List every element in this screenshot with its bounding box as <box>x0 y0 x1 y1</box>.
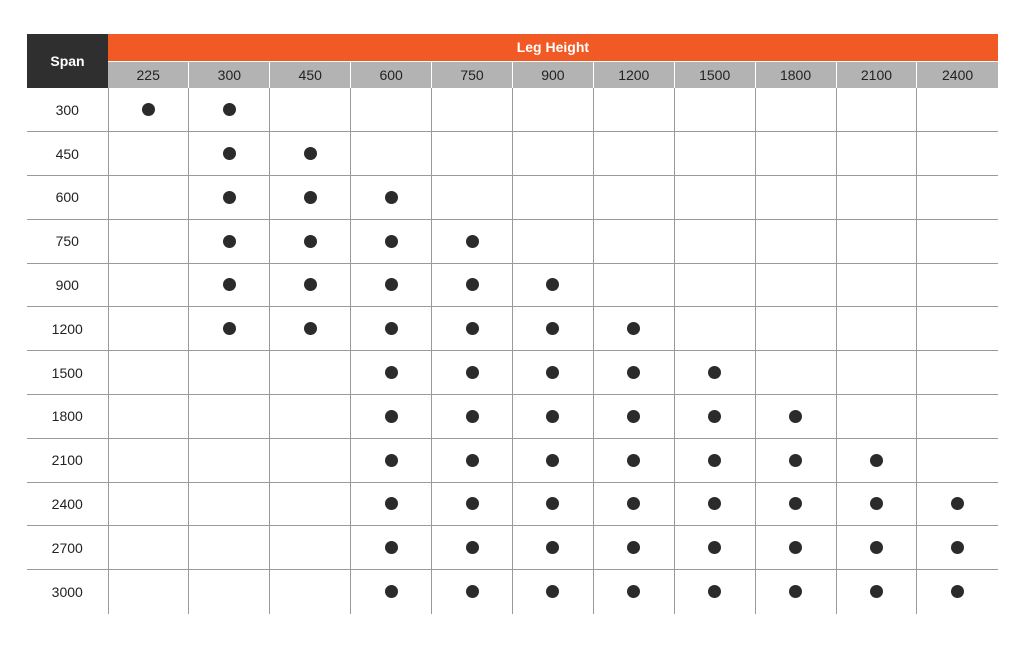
table-cell <box>836 307 917 351</box>
table-cell <box>593 263 674 307</box>
availability-dot-icon <box>627 541 640 554</box>
availability-dot-icon <box>546 454 559 467</box>
table-cell <box>917 482 998 526</box>
column-header: 2400 <box>917 61 998 88</box>
table-cell <box>674 307 755 351</box>
availability-dot-icon <box>223 235 236 248</box>
table-cell <box>351 482 432 526</box>
availability-dot-icon <box>223 322 236 335</box>
availability-dot-icon <box>466 585 479 598</box>
table-cell <box>189 132 270 176</box>
row-header: 1200 <box>27 307 108 351</box>
table-cell <box>432 395 513 439</box>
leg-height-header: Leg Height <box>108 34 998 61</box>
availability-dot-icon <box>385 410 398 423</box>
table-cell <box>351 395 432 439</box>
availability-dot-icon <box>304 147 317 160</box>
availability-dot-icon <box>466 322 479 335</box>
table-row <box>27 395 998 439</box>
table-cell <box>755 395 836 439</box>
table-cell <box>108 176 189 220</box>
table-cell <box>593 482 674 526</box>
availability-dot-icon <box>708 410 721 423</box>
table-cell <box>270 88 351 132</box>
table-body <box>27 88 998 614</box>
table-cell <box>432 351 513 395</box>
row-header: 600 <box>27 176 108 220</box>
table-cell <box>836 132 917 176</box>
table-cell <box>270 482 351 526</box>
table-cell <box>270 132 351 176</box>
table-cell <box>512 307 593 351</box>
table-cell <box>512 176 593 220</box>
availability-dot-icon <box>789 497 802 510</box>
availability-dot-icon <box>546 410 559 423</box>
availability-dot-icon <box>466 541 479 554</box>
table-cell <box>755 263 836 307</box>
table-cell <box>593 570 674 614</box>
table-row <box>27 219 998 263</box>
column-header: 1200 <box>593 61 674 88</box>
table-cell <box>593 88 674 132</box>
table-cell <box>270 395 351 439</box>
table-cell <box>270 263 351 307</box>
table-cell <box>270 570 351 614</box>
table-cell <box>512 351 593 395</box>
availability-dot-icon <box>708 585 721 598</box>
table-cell <box>674 395 755 439</box>
table-row <box>27 570 998 614</box>
availability-dot-icon <box>466 278 479 291</box>
table-cell <box>351 263 432 307</box>
column-header: 750 <box>432 61 513 88</box>
availability-dot-icon <box>870 497 883 510</box>
table-cell <box>917 263 998 307</box>
availability-dot-icon <box>385 454 398 467</box>
table-cell <box>674 526 755 570</box>
availability-dot-icon <box>546 322 559 335</box>
table-cell <box>755 482 836 526</box>
table-cell <box>917 132 998 176</box>
table-cell <box>674 438 755 482</box>
table-cell <box>755 132 836 176</box>
table-cell <box>674 219 755 263</box>
table-cell <box>108 351 189 395</box>
table-cell <box>108 526 189 570</box>
table-cell <box>432 176 513 220</box>
table-cell <box>432 526 513 570</box>
availability-dot-icon <box>546 541 559 554</box>
table-cell <box>351 307 432 351</box>
availability-dot-icon <box>627 585 640 598</box>
table-cell <box>189 307 270 351</box>
row-header: 450 <box>27 132 108 176</box>
table-cell <box>755 176 836 220</box>
table-cell <box>917 176 998 220</box>
table-cell <box>836 219 917 263</box>
availability-dot-icon <box>546 278 559 291</box>
row-header: 300 <box>27 88 108 132</box>
table-cell <box>351 88 432 132</box>
table-cell <box>189 438 270 482</box>
table-cell <box>917 351 998 395</box>
table-cell <box>917 526 998 570</box>
table-cell <box>755 307 836 351</box>
table-cell <box>917 395 998 439</box>
table-cell <box>593 395 674 439</box>
table-cell <box>593 526 674 570</box>
availability-dot-icon <box>708 366 721 379</box>
availability-dot-icon <box>546 585 559 598</box>
availability-dot-icon <box>951 497 964 510</box>
table-cell <box>512 132 593 176</box>
row-header: 900 <box>27 263 108 307</box>
table-cell <box>351 526 432 570</box>
availability-dot-icon <box>304 278 317 291</box>
table-cell <box>674 132 755 176</box>
table-row <box>27 482 998 526</box>
table-cell <box>512 263 593 307</box>
row-header: 750 <box>27 219 108 263</box>
table-cell <box>189 219 270 263</box>
availability-dot-icon <box>223 103 236 116</box>
availability-dot-icon <box>627 322 640 335</box>
table-cell <box>189 482 270 526</box>
availability-dot-icon <box>466 235 479 248</box>
row-header: 2400 <box>27 482 108 526</box>
table-cell <box>512 482 593 526</box>
availability-dot-icon <box>789 541 802 554</box>
table-cell <box>108 395 189 439</box>
column-header: 1800 <box>755 61 836 88</box>
column-header: 450 <box>270 61 351 88</box>
table-cell <box>108 132 189 176</box>
table-cell <box>674 570 755 614</box>
availability-dot-icon <box>870 454 883 467</box>
table-cell <box>836 263 917 307</box>
table-cell <box>593 307 674 351</box>
table-row <box>27 132 998 176</box>
availability-dot-icon <box>385 235 398 248</box>
table-cell <box>512 438 593 482</box>
table-cell <box>270 351 351 395</box>
table-cell <box>674 176 755 220</box>
table-cell <box>836 176 917 220</box>
table-cell <box>270 307 351 351</box>
column-header: 2100 <box>836 61 917 88</box>
table-cell <box>593 219 674 263</box>
row-header: 3000 <box>27 570 108 614</box>
column-header: 900 <box>512 61 593 88</box>
table-cell <box>432 482 513 526</box>
table-cell <box>512 88 593 132</box>
table-cell <box>755 219 836 263</box>
table-cell <box>108 438 189 482</box>
table-cell <box>270 219 351 263</box>
table-cell <box>674 351 755 395</box>
table-cell <box>512 395 593 439</box>
table-cell <box>351 570 432 614</box>
table-header-row-columns <box>27 61 998 88</box>
availability-dot-icon <box>142 103 155 116</box>
table-cell <box>836 482 917 526</box>
table-cell <box>108 307 189 351</box>
column-header: 300 <box>189 61 270 88</box>
table-cell <box>917 438 998 482</box>
table-cell <box>917 307 998 351</box>
span-leg-height-table <box>27 34 998 614</box>
table-cell <box>755 438 836 482</box>
availability-dot-icon <box>385 366 398 379</box>
table-cell <box>674 88 755 132</box>
column-header: 1500 <box>674 61 755 88</box>
table-cell <box>108 88 189 132</box>
table-cell <box>512 219 593 263</box>
availability-dot-icon <box>627 454 640 467</box>
availability-dot-icon <box>385 191 398 204</box>
column-header: 225 <box>108 61 189 88</box>
availability-dot-icon <box>708 541 721 554</box>
table-cell <box>836 395 917 439</box>
availability-dot-icon <box>789 585 802 598</box>
table-cell <box>917 88 998 132</box>
availability-dot-icon <box>466 410 479 423</box>
table-cell <box>189 351 270 395</box>
table-cell <box>836 570 917 614</box>
availability-dot-icon <box>951 585 964 598</box>
table-cell <box>432 263 513 307</box>
table-cell <box>270 526 351 570</box>
availability-dot-icon <box>708 454 721 467</box>
table-cell <box>351 132 432 176</box>
table-cell <box>593 176 674 220</box>
table-cell <box>755 570 836 614</box>
table-cell <box>512 570 593 614</box>
table-cell <box>432 438 513 482</box>
availability-dot-icon <box>870 541 883 554</box>
table-cell <box>351 351 432 395</box>
table-row <box>27 526 998 570</box>
availability-dot-icon <box>223 191 236 204</box>
table-cell <box>674 482 755 526</box>
table-cell <box>108 570 189 614</box>
availability-dot-icon <box>708 497 721 510</box>
availability-dot-icon <box>627 366 640 379</box>
table-cell <box>593 351 674 395</box>
table-cell <box>755 88 836 132</box>
table-cell <box>270 176 351 220</box>
table-row <box>27 351 998 395</box>
table-cell <box>593 438 674 482</box>
table-row <box>27 88 998 132</box>
table-cell <box>432 219 513 263</box>
table-cell <box>189 570 270 614</box>
availability-dot-icon <box>546 497 559 510</box>
row-header: 1800 <box>27 395 108 439</box>
row-header: 2700 <box>27 526 108 570</box>
table-cell <box>189 263 270 307</box>
availability-dot-icon <box>385 585 398 598</box>
table-cell <box>108 482 189 526</box>
availability-dot-icon <box>789 410 802 423</box>
availability-dot-icon <box>304 235 317 248</box>
availability-dot-icon <box>870 585 883 598</box>
row-header: 1500 <box>27 351 108 395</box>
availability-dot-icon <box>385 541 398 554</box>
table-row <box>27 176 998 220</box>
table-cell <box>351 438 432 482</box>
table-cell <box>755 351 836 395</box>
availability-dot-icon <box>304 322 317 335</box>
availability-dot-icon <box>627 497 640 510</box>
availability-dot-icon <box>466 497 479 510</box>
table-cell <box>836 351 917 395</box>
table-row <box>27 307 998 351</box>
table-cell <box>432 132 513 176</box>
table-cell <box>108 263 189 307</box>
table-cell <box>189 176 270 220</box>
row-header: 2100 <box>27 438 108 482</box>
availability-dot-icon <box>789 454 802 467</box>
availability-dot-icon <box>223 278 236 291</box>
table-cell <box>917 570 998 614</box>
table-row <box>27 263 998 307</box>
table-cell <box>593 132 674 176</box>
table-cell <box>189 395 270 439</box>
table-cell <box>836 438 917 482</box>
table-row <box>27 438 998 482</box>
table-cell <box>189 526 270 570</box>
table-cell <box>189 88 270 132</box>
availability-dot-icon <box>627 410 640 423</box>
table-cell <box>351 176 432 220</box>
table-cell <box>836 526 917 570</box>
availability-dot-icon <box>385 278 398 291</box>
table-cell <box>917 219 998 263</box>
table-cell <box>836 88 917 132</box>
table-cell <box>432 88 513 132</box>
table-cell <box>270 438 351 482</box>
column-header: 600 <box>351 61 432 88</box>
table-cell <box>432 570 513 614</box>
availability-dot-icon <box>466 366 479 379</box>
availability-dot-icon <box>304 191 317 204</box>
table-cell <box>108 219 189 263</box>
availability-dot-icon <box>385 322 398 335</box>
table-cell <box>351 219 432 263</box>
availability-dot-icon <box>385 497 398 510</box>
table-cell <box>432 307 513 351</box>
table-cell <box>512 526 593 570</box>
table-cell <box>755 526 836 570</box>
table-cell <box>674 263 755 307</box>
availability-dot-icon <box>546 366 559 379</box>
availability-dot-icon <box>951 541 964 554</box>
availability-dot-icon <box>223 147 236 160</box>
table-header-row-top <box>27 34 998 61</box>
availability-dot-icon <box>466 454 479 467</box>
span-header: Span <box>27 34 108 88</box>
